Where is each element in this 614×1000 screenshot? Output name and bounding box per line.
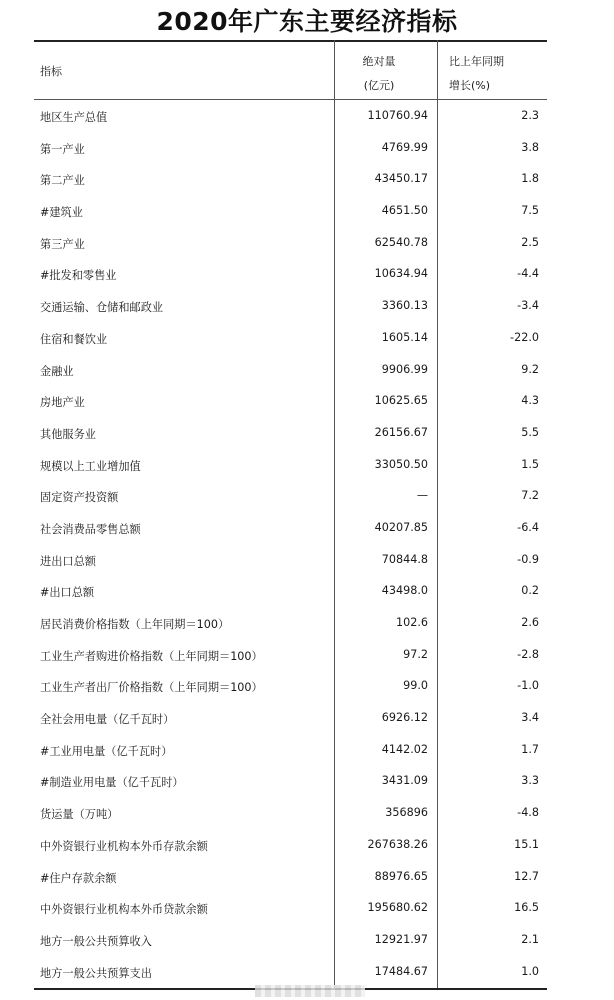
row-absolute-value: 4651.50 [381, 204, 428, 218]
row-growth-rate: -22.0 [510, 330, 539, 344]
row-growth-rate: -3.4 [517, 299, 539, 313]
table-row [34, 861, 547, 893]
row-indicator-name: 货运量（万吨） [40, 808, 119, 822]
row-growth-rate: 2.5 [521, 235, 539, 249]
table-row [34, 290, 547, 322]
row-absolute-value: 43498.0 [381, 584, 428, 598]
row-growth-rate: 2.6 [521, 616, 539, 629]
row-absolute-value: 43450.17 [374, 172, 428, 186]
row-absolute-value: 62540.78 [374, 235, 428, 249]
row-absolute-value: 4769.99 [381, 140, 428, 154]
table-row [34, 417, 547, 449]
row-growth-rate: 7.5 [521, 204, 539, 218]
row-indicator-name: 进出口总额 [40, 554, 96, 568]
row-indicator-name: 居民消费价格指数（上年同期＝100） [40, 618, 230, 631]
row-absolute-value: 3360.13 [381, 299, 428, 313]
table-row [34, 322, 547, 354]
table-row [34, 607, 547, 639]
table-row [34, 258, 547, 290]
table-row [34, 385, 547, 417]
row-absolute-value: 70844.8 [381, 552, 428, 566]
row-absolute-value: 40207.85 [374, 520, 428, 534]
row-indicator-name: #出口总额 [40, 586, 95, 600]
row-absolute-value: 88976.65 [374, 869, 428, 883]
row-absolute-value: 267638.26 [367, 837, 428, 851]
table-row [34, 132, 547, 164]
row-growth-rate: 1.8 [521, 172, 539, 186]
row-growth-rate: -4.4 [517, 267, 539, 281]
row-absolute-value: 10634.94 [374, 267, 428, 281]
row-absolute-value: 17484.67 [374, 964, 428, 978]
row-growth-rate: 1.7 [521, 742, 539, 756]
column-divider [334, 40, 335, 988]
row-growth-rate: 4.3 [521, 394, 539, 408]
row-absolute-value: 9906.99 [381, 362, 428, 376]
row-absolute-value: 26156.67 [374, 425, 428, 439]
indicator-table [34, 40, 547, 987]
row-indicator-name: 工业生产者购进价格指数（上年同期＝100） [40, 649, 263, 663]
row-growth-rate: 3.4 [521, 711, 539, 725]
row-growth-rate: 0.2 [521, 584, 539, 598]
row-growth-rate: 2.1 [521, 932, 539, 946]
table-row [34, 639, 547, 671]
row-indicator-name: #制造业用电量（亿千瓦时） [40, 776, 184, 790]
row-indicator-name: 地方一般公共预算收入 [40, 934, 152, 948]
row-indicator-name: #住户存款余额 [40, 871, 117, 885]
row-absolute-value: 110760.94 [367, 109, 428, 122]
table-row [34, 575, 547, 607]
blurred-watermark [255, 985, 365, 997]
row-indicator-name: 规模以上工业增加值 [40, 459, 141, 473]
row-indicator-name: #工业用电量（亿千瓦时） [40, 744, 173, 758]
row-growth-rate: 2.3 [521, 109, 539, 122]
header-growth-line1: 比上年同期 [449, 55, 504, 68]
row-absolute-value: 6926.12 [381, 711, 428, 725]
row-indicator-name: 地方一般公共预算支出 [40, 966, 152, 980]
row-indicator-name: #建筑业 [40, 206, 83, 220]
row-absolute-value: — [416, 489, 428, 503]
row-indicator-name: #批发和零售业 [40, 269, 117, 283]
table-row [34, 480, 547, 512]
row-indicator-name: 第三产业 [40, 237, 85, 251]
table-row [34, 734, 547, 766]
row-indicator-name: 其他服务业 [40, 427, 96, 441]
header-absolute-line1: 绝对量 [362, 55, 396, 68]
header-growth-line2: 增长(%) [449, 79, 491, 92]
row-growth-rate: 7.2 [521, 489, 539, 503]
row-growth-rate: 3.3 [521, 774, 539, 788]
row-absolute-value: 1605.14 [381, 330, 428, 344]
row-absolute-value: 99.0 [403, 679, 428, 693]
row-indicator-name: 社会消费品零售总额 [40, 522, 141, 536]
table-row [34, 765, 547, 797]
row-absolute-value: 4142.02 [381, 742, 428, 756]
table-row [34, 544, 547, 576]
row-absolute-value: 12921.97 [374, 932, 428, 946]
table-row [34, 797, 547, 829]
row-growth-rate: -4.8 [517, 806, 539, 820]
table-body [34, 100, 547, 987]
table-row [34, 956, 547, 988]
header-indicator: 指标 [40, 65, 62, 78]
row-growth-rate: 5.5 [521, 425, 539, 439]
table-header [34, 42, 547, 100]
row-growth-rate: -6.4 [517, 520, 539, 534]
row-growth-rate: -0.9 [517, 552, 539, 566]
header-absolute-line2: (亿元) [363, 79, 395, 92]
row-indicator-name: 住宿和餐饮业 [40, 332, 108, 346]
row-growth-rate: -1.0 [517, 679, 539, 693]
row-growth-rate: 1.0 [521, 964, 539, 978]
row-indicator-name: 中外资银行业机构本外币存款余额 [40, 839, 208, 853]
row-indicator-name: 全社会用电量（亿千瓦时） [40, 713, 175, 727]
table-row [34, 227, 547, 259]
row-growth-rate: -2.8 [517, 647, 539, 661]
table-row [34, 163, 547, 195]
row-indicator-name: 第一产业 [40, 142, 85, 156]
table-row [34, 449, 547, 481]
header-absolute [334, 50, 424, 98]
table-row [34, 670, 547, 702]
table-row [34, 829, 547, 861]
table-row [34, 100, 547, 132]
row-growth-rate: 16.5 [514, 901, 539, 915]
column-divider [437, 40, 438, 988]
row-indicator-name: 金融业 [40, 364, 74, 378]
header-growth [449, 50, 504, 98]
row-growth-rate: 12.7 [514, 869, 539, 883]
row-indicator-name: 交通运输、仓储和邮政业 [40, 301, 164, 315]
row-indicator-name: 第二产业 [40, 174, 85, 188]
row-absolute-value: 356896 [385, 806, 428, 820]
page-title: 2020年广东主要经济指标 [156, 7, 458, 36]
row-indicator-name: 房地产业 [40, 396, 85, 410]
table-row [34, 354, 547, 386]
table-row [34, 892, 547, 924]
table-row [34, 195, 547, 227]
row-indicator-name: 工业生产者出厂价格指数（上年同期＝100） [40, 681, 263, 695]
row-indicator-name: 固定资产投资额 [40, 491, 119, 505]
row-growth-rate: 9.2 [521, 362, 539, 376]
row-indicator-name: 中外资银行业机构本外币贷款余额 [40, 903, 208, 917]
row-absolute-value: 33050.50 [374, 457, 428, 471]
row-absolute-value: 3431.09 [381, 774, 428, 788]
row-absolute-value: 195680.62 [367, 901, 428, 915]
row-absolute-value: 102.6 [395, 616, 428, 629]
table-row [34, 924, 547, 956]
table-row [34, 512, 547, 544]
table-row [34, 702, 547, 734]
row-growth-rate: 3.8 [521, 140, 539, 154]
row-absolute-value: 97.2 [403, 647, 428, 661]
row-indicator-name: 地区生产总值 [40, 111, 108, 124]
row-growth-rate: 1.5 [521, 457, 539, 471]
row-absolute-value: 10625.65 [374, 394, 428, 408]
row-growth-rate: 15.1 [514, 837, 539, 851]
